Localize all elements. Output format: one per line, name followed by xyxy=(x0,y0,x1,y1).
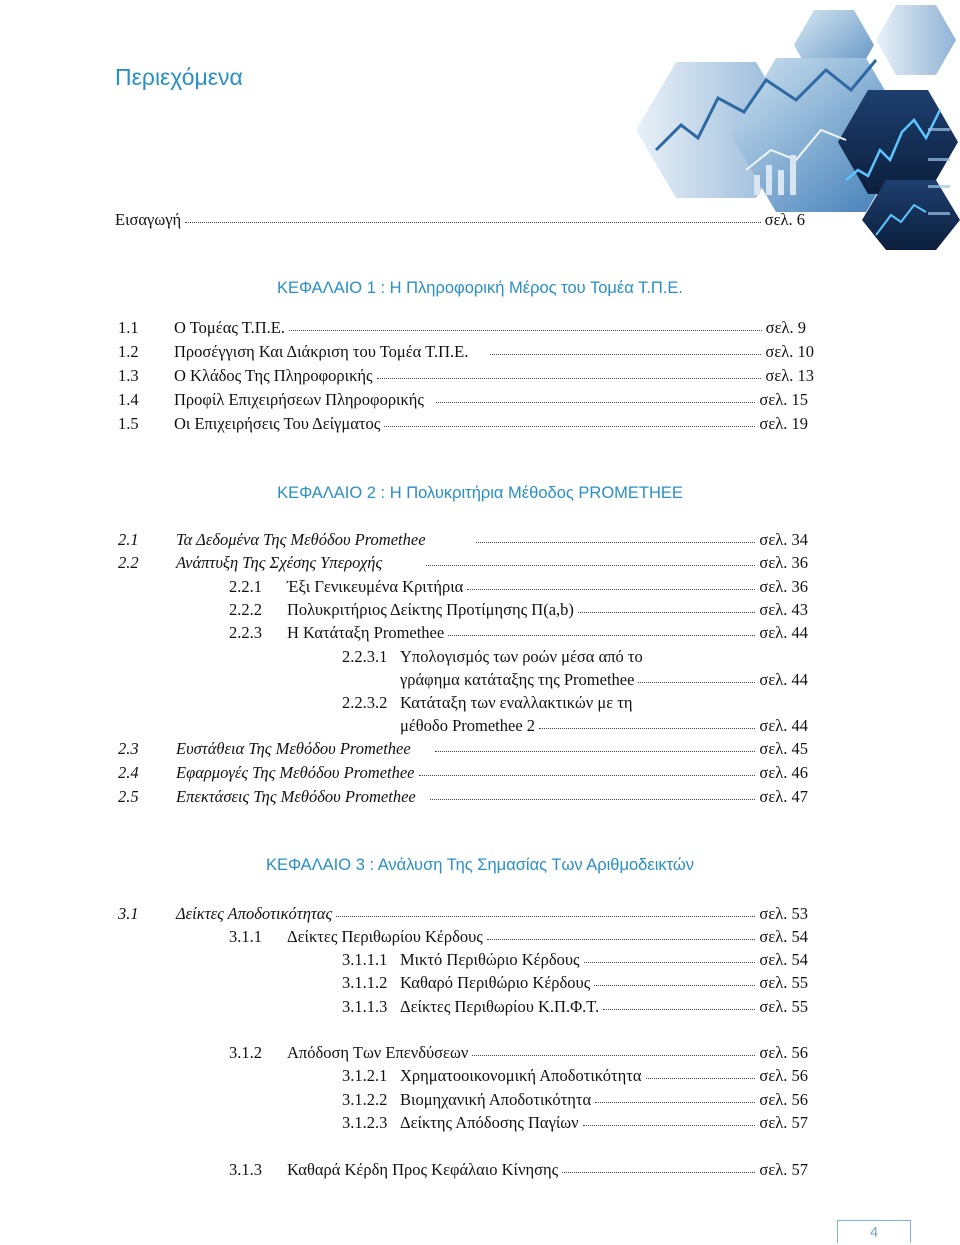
toc-entry[interactable] xyxy=(118,763,808,783)
toc-entry[interactable] xyxy=(400,670,808,690)
chapter-1-heading: ΚΕΦΑΛΑΙΟ 1 : Η Πληροφορική Μέρος του Τομέα Τ.Π.Ε. xyxy=(276,279,684,297)
leader-dots xyxy=(426,564,755,566)
toc-number: 2.2.2 xyxy=(229,600,262,619)
toc-entry[interactable] xyxy=(342,1066,808,1086)
toc-text: Υπολογισμός των ροών μέσα από το xyxy=(400,647,643,666)
toc-number: 1.1 xyxy=(118,318,139,337)
toc-number: 3.1.1.1 xyxy=(342,950,388,969)
toc-page: σελ. 54 xyxy=(759,950,808,969)
toc-number: 1.3 xyxy=(118,366,139,385)
leader-dots xyxy=(539,727,755,729)
leader-dots xyxy=(336,915,755,917)
toc-number: 3.1.1.3 xyxy=(342,997,388,1016)
leader-dots xyxy=(430,798,756,800)
toc-page: σελ. 36 xyxy=(759,577,808,596)
leader-dots xyxy=(185,221,761,223)
toc-number: 2.2 xyxy=(118,553,139,572)
toc-page: σελ. 9 xyxy=(765,318,806,337)
toc-page: σελ. 55 xyxy=(759,997,808,1016)
leader-dots xyxy=(472,1054,755,1056)
toc-intro-page: σελ. 6 xyxy=(764,210,805,229)
leader-dots xyxy=(490,353,761,355)
toc-number: 3.1.2.3 xyxy=(342,1113,388,1132)
toc-page: σελ. 10 xyxy=(765,342,814,361)
toc-entry[interactable] xyxy=(229,577,808,597)
toc-number: 3.1.2.2 xyxy=(342,1090,388,1109)
leader-dots xyxy=(487,938,756,940)
toc-text: Η Κατάταξη Promethee xyxy=(287,623,445,642)
toc-page: σελ. 44 xyxy=(759,670,808,689)
toc-text: Χρηματοοικονομική Αποδοτικότητα xyxy=(400,1066,642,1085)
toc-text: Ο Κλάδος Της Πληροφορικής xyxy=(174,366,373,385)
toc-page: σελ. 54 xyxy=(759,927,808,946)
toc-page: σελ. 15 xyxy=(759,390,808,409)
toc-entry[interactable] xyxy=(342,997,808,1017)
toc-number: 2.3 xyxy=(118,739,139,758)
leader-dots xyxy=(384,425,755,427)
toc-page: σελ. 55 xyxy=(759,973,808,992)
toc-text: Δείκτες Περιθωρίου Κέρδους xyxy=(287,927,483,946)
toc-entry[interactable] xyxy=(118,318,806,338)
toc-entry[interactable] xyxy=(118,530,808,550)
toc-text: Πολυκριτήριος Δείκτης Προτίμησης Π(a,b) xyxy=(287,600,574,619)
toc-text: μέθοδο Promethee 2 xyxy=(400,716,536,735)
toc-text: Απόδοση Των Επενδύσεων xyxy=(287,1043,469,1062)
toc-entry[interactable] xyxy=(342,973,808,993)
toc-number: 3.1.1 xyxy=(229,927,262,946)
leader-dots xyxy=(646,1077,756,1079)
toc-text: Οι Επιχειρήσεις Του Δείγματος xyxy=(174,414,381,433)
toc-number: 2.2.3.2 xyxy=(342,693,388,712)
toc-page: σελ. 45 xyxy=(759,739,808,758)
toc-page: σελ. 19 xyxy=(759,414,808,433)
chapter-2-heading: ΚΕΦΑΛΑΙΟ 2 : Η Πολυκριτήρια Μέθοδος PROMETHEE xyxy=(277,484,683,502)
toc-text: Προσέγγιση Και Διάκριση του Τομέα Τ.Π.Ε. xyxy=(174,342,469,361)
toc-page: σελ. 56 xyxy=(759,1090,808,1109)
toc-page: σελ. 43 xyxy=(759,600,808,619)
toc-number: 1.2 xyxy=(118,342,139,361)
leader-dots xyxy=(595,1101,755,1103)
toc-text: γράφημα κατάταξης της Promethee xyxy=(400,670,635,689)
leader-dots xyxy=(603,1008,755,1010)
leader-dots xyxy=(435,750,756,752)
leader-dots xyxy=(638,681,755,683)
leader-dots xyxy=(419,774,756,776)
toc-text: Μικτό Περιθώριο Κέρδους xyxy=(400,950,580,969)
toc-entry[interactable] xyxy=(118,553,808,573)
toc-number: 3.1 xyxy=(118,904,139,923)
toc-entry[interactable] xyxy=(229,1160,808,1180)
leader-dots xyxy=(467,588,755,590)
toc-page: σελ. 57 xyxy=(759,1113,808,1132)
leader-dots xyxy=(289,329,762,331)
toc-page: σελ. 46 xyxy=(759,763,808,782)
toc-entry-line1[interactable] xyxy=(342,693,633,713)
toc-text: Καθαρά Κέρδη Προς Κεφάλαιο Κίνησης xyxy=(287,1160,559,1179)
toc-number: 2.1 xyxy=(118,530,139,549)
leader-dots xyxy=(562,1171,755,1173)
toc-page: σελ. 34 xyxy=(759,530,808,549)
toc-entry[interactable] xyxy=(118,414,808,434)
toc-page: σελ. 56 xyxy=(759,1043,808,1062)
toc-entry[interactable] xyxy=(118,787,808,807)
toc-page: σελ. 13 xyxy=(765,366,814,385)
page-title: Περιεχόμενα xyxy=(115,64,243,90)
leader-dots xyxy=(377,377,762,379)
toc-page: σελ. 47 xyxy=(759,787,808,806)
toc-text: Ο Τομέας Τ.Π.Ε. xyxy=(174,318,285,337)
toc-page: σελ. 53 xyxy=(759,904,808,923)
leader-dots xyxy=(578,611,756,613)
toc-entry-line1[interactable] xyxy=(342,647,643,667)
toc-text: Ευστάθεια Της Μεθόδου Promethee xyxy=(176,739,411,758)
toc-text: Εφαρμογές Της Μεθόδου Promethee xyxy=(176,763,415,782)
leader-dots xyxy=(476,541,756,543)
toc-entry[interactable] xyxy=(118,342,814,362)
toc-number: 3.1.3 xyxy=(229,1160,262,1179)
toc-entry[interactable] xyxy=(342,950,808,970)
chapter-3-heading: ΚΕΦΑΛΑΙΟ 3 : Ανάλυση Της Σημασίας Των Αριθμοδεικτών xyxy=(265,856,695,874)
toc-number: 3.1.1.2 xyxy=(342,973,388,992)
toc-number: 1.5 xyxy=(118,414,139,433)
toc-text: Δείκτες Περιθωρίου Κ.Π.Φ.Τ. xyxy=(400,997,600,1016)
toc-page: σελ. 36 xyxy=(759,553,808,572)
toc-text: Δείκτης Απόδοσης Παγίων xyxy=(400,1113,579,1132)
toc-entry[interactable] xyxy=(229,623,808,643)
leader-dots xyxy=(594,984,755,986)
toc-text: Κατάταξη των εναλλακτικών με τη xyxy=(400,693,633,712)
toc-text: Τα Δεδομένα Της Μεθόδου Promethee xyxy=(176,530,426,549)
toc-entry[interactable] xyxy=(118,904,808,924)
toc-text: Προφίλ Επιχειρήσεων Πληροφορικής xyxy=(174,390,424,409)
toc-text: Έξι Γενικευμένα Κριτήρια xyxy=(287,577,464,596)
leader-dots xyxy=(584,961,756,963)
page-number: 4 xyxy=(837,1220,911,1243)
toc-page: σελ. 44 xyxy=(759,716,808,735)
toc-number: 3.1.2.1 xyxy=(342,1066,388,1085)
toc-number: 2.5 xyxy=(118,787,139,806)
toc-entry[interactable] xyxy=(118,739,808,759)
toc-text: Ανάπτυξη Της Σχέσης Υπεροχής xyxy=(176,553,383,572)
toc-number: 2.2.1 xyxy=(229,577,262,596)
toc-intro[interactable] xyxy=(115,210,805,230)
toc-entry[interactable] xyxy=(229,927,808,947)
leader-dots xyxy=(448,634,755,636)
toc-text: Επεκτάσεις Της Μεθόδου Promethee xyxy=(176,787,416,806)
toc-entry[interactable] xyxy=(342,1113,808,1133)
toc-entry[interactable] xyxy=(229,600,808,620)
toc-number: 1.4 xyxy=(118,390,139,409)
toc-entry[interactable] xyxy=(400,716,808,736)
toc-entry[interactable] xyxy=(342,1090,808,1110)
toc-number: 2.4 xyxy=(118,763,139,782)
leader-dots xyxy=(583,1124,756,1126)
toc-intro-label: Εισαγωγή xyxy=(115,210,182,229)
leader-dots xyxy=(436,401,755,403)
toc-page: σελ. 57 xyxy=(759,1160,808,1179)
toc-text: Καθαρό Περιθώριο Κέρδους xyxy=(400,973,591,992)
toc-entry[interactable] xyxy=(229,1043,808,1063)
toc-text: Δείκτες Αποδοτικότητας xyxy=(176,904,333,923)
toc-entry[interactable] xyxy=(118,390,808,410)
toc-page: σελ. 44 xyxy=(759,623,808,642)
toc-number: 2.2.3.1 xyxy=(342,647,388,666)
toc-number: 3.1.2 xyxy=(229,1043,262,1062)
toc-entry[interactable] xyxy=(118,366,814,386)
toc-text: Βιομηχανική Αποδοτικότητα xyxy=(400,1090,592,1109)
toc-number: 2.2.3 xyxy=(229,623,262,642)
toc-page: σελ. 56 xyxy=(759,1066,808,1085)
